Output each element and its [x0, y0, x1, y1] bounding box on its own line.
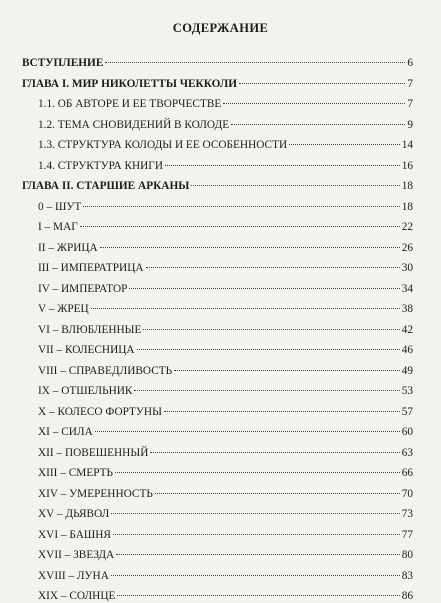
toc-entry: [22, 77, 413, 91]
toc-entry-label: II – ЖРИЦА: [38, 241, 98, 254]
toc-entry-page: 46: [401, 344, 413, 356]
toc-entry-page: 18: [401, 180, 413, 192]
dot-leader: [155, 493, 400, 494]
toc-entry-label: V – ЖРЕЦ: [38, 303, 89, 315]
toc-entry-page: 63: [401, 446, 413, 459]
toc-entry-label: 1.2. ТЕМА СНОВИДЕНИЙ В КОЛОДЕ: [38, 118, 230, 131]
toc-entry: [38, 569, 413, 583]
dot-leader: [80, 226, 400, 227]
toc-entry: [38, 343, 413, 357]
toc-entry-page: 16: [401, 159, 413, 172]
toc-entry-page: 18: [401, 200, 413, 213]
toc-entry-page: 26: [401, 241, 413, 254]
dot-leader: [174, 370, 400, 371]
toc-entry: [38, 487, 413, 501]
toc-entry-page: 34: [401, 282, 413, 295]
toc-entry: [38, 200, 413, 214]
toc-entry-label: 0 – ШУТ: [38, 200, 82, 213]
toc-entry-page: 86: [401, 590, 413, 602]
dot-leader: [146, 267, 400, 268]
toc-entry-label: VIII – СПРАВЕДЛИВОСТЬ: [38, 364, 173, 377]
page-title: СОДЕРЖАНИЕ: [172, 21, 269, 35]
toc-entry-label: XIII – СМЕРТЬ: [38, 467, 114, 479]
toc-entry-label: VI – ВЛЮБЛЕННЫЕ: [38, 323, 142, 336]
dot-leader: [143, 329, 399, 330]
toc-entry-label: I – МАГ: [38, 221, 78, 233]
toc-entry: [38, 159, 413, 173]
dot-leader: [115, 472, 400, 473]
toc-entry-label: VII – КОЛЕСНИЦА: [38, 344, 135, 356]
toc-entry-label: 1.1. ОБ АВТОРЕ И ЕЕ ТВОРЧЕСТВЕ: [38, 98, 222, 110]
toc-entry-page: 77: [401, 528, 413, 541]
toc-entry: [38, 138, 413, 152]
toc-entry: [38, 384, 413, 398]
toc-entry-label: XI – СИЛА: [38, 426, 93, 438]
dot-leader: [100, 247, 400, 248]
toc-entry: [22, 179, 413, 193]
toc-entry: [38, 446, 413, 460]
toc-entry: [38, 302, 413, 316]
dot-leader: [111, 575, 400, 576]
dot-leader: [191, 185, 399, 186]
toc-entry-label: ГЛАВА II. СТАРШИЕ АРКАНЫ: [22, 180, 190, 192]
toc-entry-page: 7: [407, 77, 413, 90]
toc-entry: [38, 425, 413, 439]
toc-entry: [38, 282, 413, 296]
toc-entry: [38, 405, 413, 419]
dot-leader: [223, 103, 405, 104]
toc-entry-page: 53: [401, 385, 413, 397]
dot-leader: [111, 513, 399, 514]
toc-entry-label: XVIII – ЛУНА: [38, 569, 109, 582]
toc-entry-page: 38: [401, 303, 413, 315]
toc-entry: [38, 548, 413, 562]
toc-entry: [38, 241, 413, 255]
toc-entry-label: X – КОЛЕСО ФОРТУНЫ: [38, 405, 162, 418]
toc-entry-label: XIX – СОЛНЦЕ: [38, 590, 116, 602]
toc-entry-page: 22: [401, 221, 413, 233]
dot-leader: [165, 165, 400, 166]
toc-entry: [38, 261, 413, 275]
toc-entry-label: ГЛАВА I. МИР НИКОЛЕТТЫ ЧЕККОЛИ: [22, 77, 238, 90]
dot-leader: [116, 554, 399, 555]
toc-entry-page: 66: [401, 467, 413, 479]
dot-leader: [91, 308, 400, 309]
toc-entry: [22, 56, 413, 70]
toc-entry-page: 42: [401, 323, 413, 336]
dot-leader: [105, 62, 405, 63]
toc-entry-label: XVII – ЗВЕЗДА: [38, 549, 115, 561]
toc-entry: [38, 466, 413, 480]
toc-entry-page: 7: [407, 98, 413, 110]
toc-entry-label: 1.4. СТРУКТУРА КНИГИ: [38, 159, 163, 172]
dot-leader: [231, 124, 405, 125]
dot-leader: [239, 83, 405, 84]
toc-entry: [38, 364, 413, 378]
dot-leader: [83, 206, 399, 207]
toc-entry-label: XV – ДЬЯВОЛ: [38, 508, 110, 520]
toc-entry: [38, 118, 413, 132]
toc-entry-page: 83: [401, 569, 413, 582]
toc-entry-page: 9: [407, 118, 413, 131]
toc-entry: [38, 507, 413, 521]
toc-entry-page: 30: [401, 262, 413, 274]
toc-entry-label: XIV – УМЕРЕННОСТЬ: [38, 487, 153, 500]
dot-leader: [150, 452, 399, 453]
toc-entry-page: 70: [401, 487, 413, 500]
toc-entry-label: IX – ОТШЕЛЬНИК: [38, 385, 133, 397]
toc-entry-page: 60: [401, 426, 413, 438]
toc-entry-page: 57: [401, 405, 413, 418]
toc-entry-page: 80: [401, 549, 413, 561]
dot-leader: [164, 411, 400, 412]
dot-leader: [117, 595, 399, 596]
dot-leader: [137, 349, 400, 350]
toc-entry-label: XVI – БАШНЯ: [38, 528, 111, 541]
toc-entry-page: 73: [401, 508, 413, 520]
toc-entry-label: 1.3. СТРУКТУРА КОЛОДЫ И ЕЕ ОСОБЕННОСТИ: [38, 139, 288, 151]
toc-entry-label: ВСТУПЛЕНИЕ: [22, 57, 104, 69]
toc-entry: [38, 323, 413, 337]
dot-leader: [129, 288, 399, 289]
dot-leader: [95, 431, 400, 432]
toc-entry-page: 49: [401, 364, 413, 377]
toc-entry-label: IV – ИМПЕРАТОР: [38, 282, 128, 295]
toc-entry-page: 6: [407, 57, 413, 69]
toc-entry-label: III – ИМПЕРАТРИЦА: [38, 262, 144, 274]
dot-leader: [134, 390, 399, 391]
dot-leader: [289, 144, 400, 145]
dot-leader: [113, 534, 400, 535]
toc-entry: [38, 528, 413, 542]
toc-entry: [38, 220, 413, 234]
toc-entry-label: XII – ПОВЕШЕННЫЙ: [38, 446, 149, 459]
toc-entry: [38, 97, 413, 111]
toc-entry: [38, 589, 413, 603]
toc-entry-page: 14: [401, 139, 413, 151]
